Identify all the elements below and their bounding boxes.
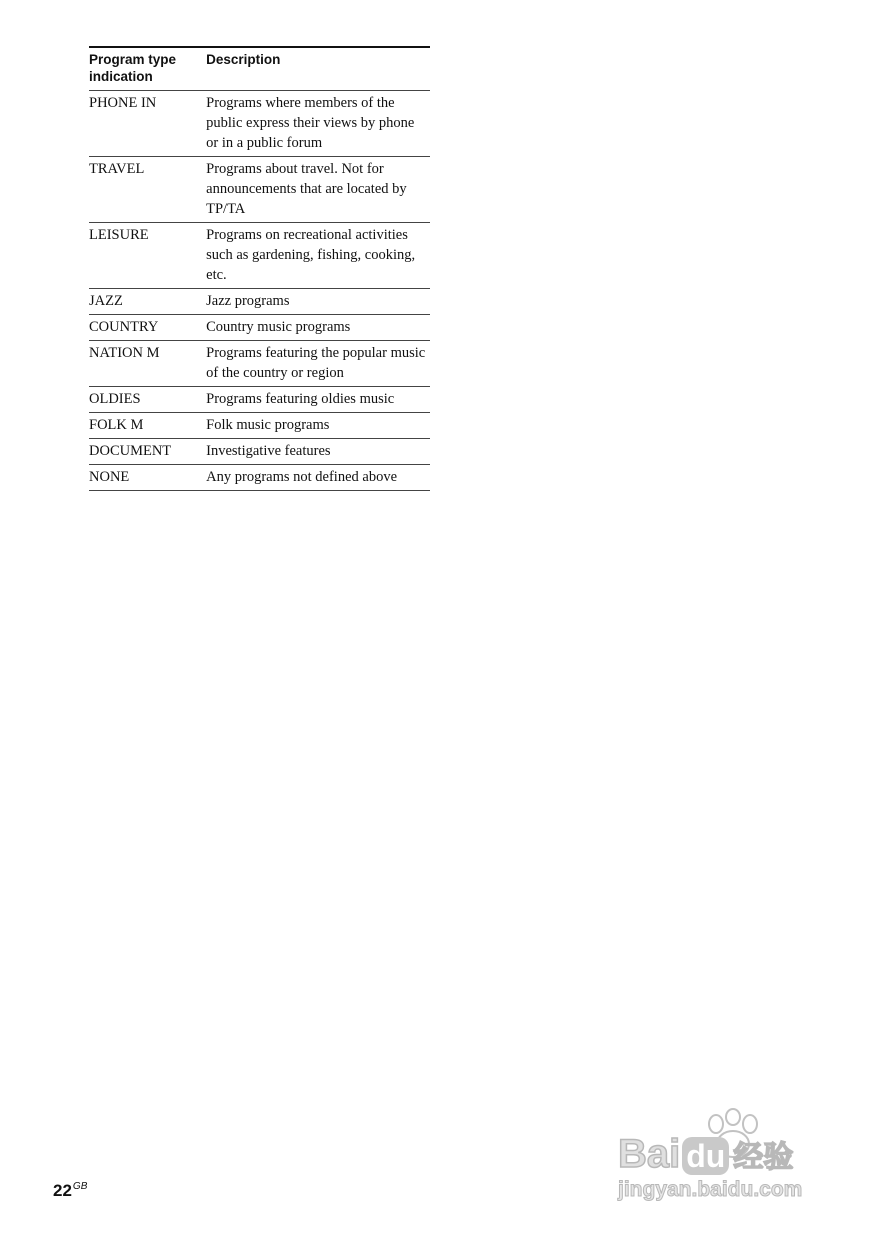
table-row [89, 387, 430, 413]
table-row [89, 223, 430, 289]
column-header-program-type: Program type indication [89, 47, 206, 91]
description-cell: Programs on recreational activities such as gardening, fishing, cooking, etc. [206, 223, 430, 289]
table-row [89, 341, 430, 387]
page-number-value: 22 [53, 1181, 72, 1200]
program-type-table [89, 46, 430, 491]
table-row [89, 465, 430, 491]
watermark-url: jingyan.baidu.com [618, 1178, 803, 1201]
table-row [89, 289, 430, 315]
program-type-cell: JAZZ [89, 289, 206, 315]
watermark-logo-du: du [682, 1137, 729, 1175]
description-cell: Programs where members of the public express their views by phone or in a public forum [206, 91, 430, 157]
description-cell: Country music programs [206, 315, 430, 341]
baidu-jingyan-watermark [612, 1108, 832, 1208]
table-row [89, 439, 430, 465]
description-cell: Any programs not defined above [206, 465, 430, 491]
program-type-cell: NATION M [89, 341, 206, 387]
description-cell: Programs featuring the popular music of the country or region [206, 341, 430, 387]
description-cell: Folk music programs [206, 413, 430, 439]
description-cell: Investigative features [206, 439, 430, 465]
table-row [89, 157, 430, 223]
table-row [89, 413, 430, 439]
table-row [89, 315, 430, 341]
program-type-cell: TRAVEL [89, 157, 206, 223]
program-type-cell: DOCUMENT [89, 439, 206, 465]
program-type-cell: FOLK M [89, 413, 206, 439]
page-number [53, 1177, 87, 1201]
description-cell: Programs featuring oldies music [206, 387, 430, 413]
table-row [89, 91, 430, 157]
description-cell: Programs about travel. Not for announcements that are located by TP/TA [206, 157, 430, 223]
table-header-row [89, 47, 430, 91]
watermark-logo [618, 1132, 793, 1180]
watermark-logo-jingyan: 经验 [733, 1141, 794, 1174]
program-type-cell: LEISURE [89, 223, 206, 289]
column-header-description: Description [206, 47, 430, 91]
page-number-suffix: GB [72, 1181, 88, 1192]
program-type-cell: OLDIES [89, 387, 206, 413]
program-type-cell: PHONE IN [89, 91, 206, 157]
program-type-cell: COUNTRY [89, 315, 206, 341]
watermark-logo-bai: Bai [618, 1132, 681, 1176]
program-type-cell: NONE [89, 465, 206, 491]
description-cell: Jazz programs [206, 289, 430, 315]
